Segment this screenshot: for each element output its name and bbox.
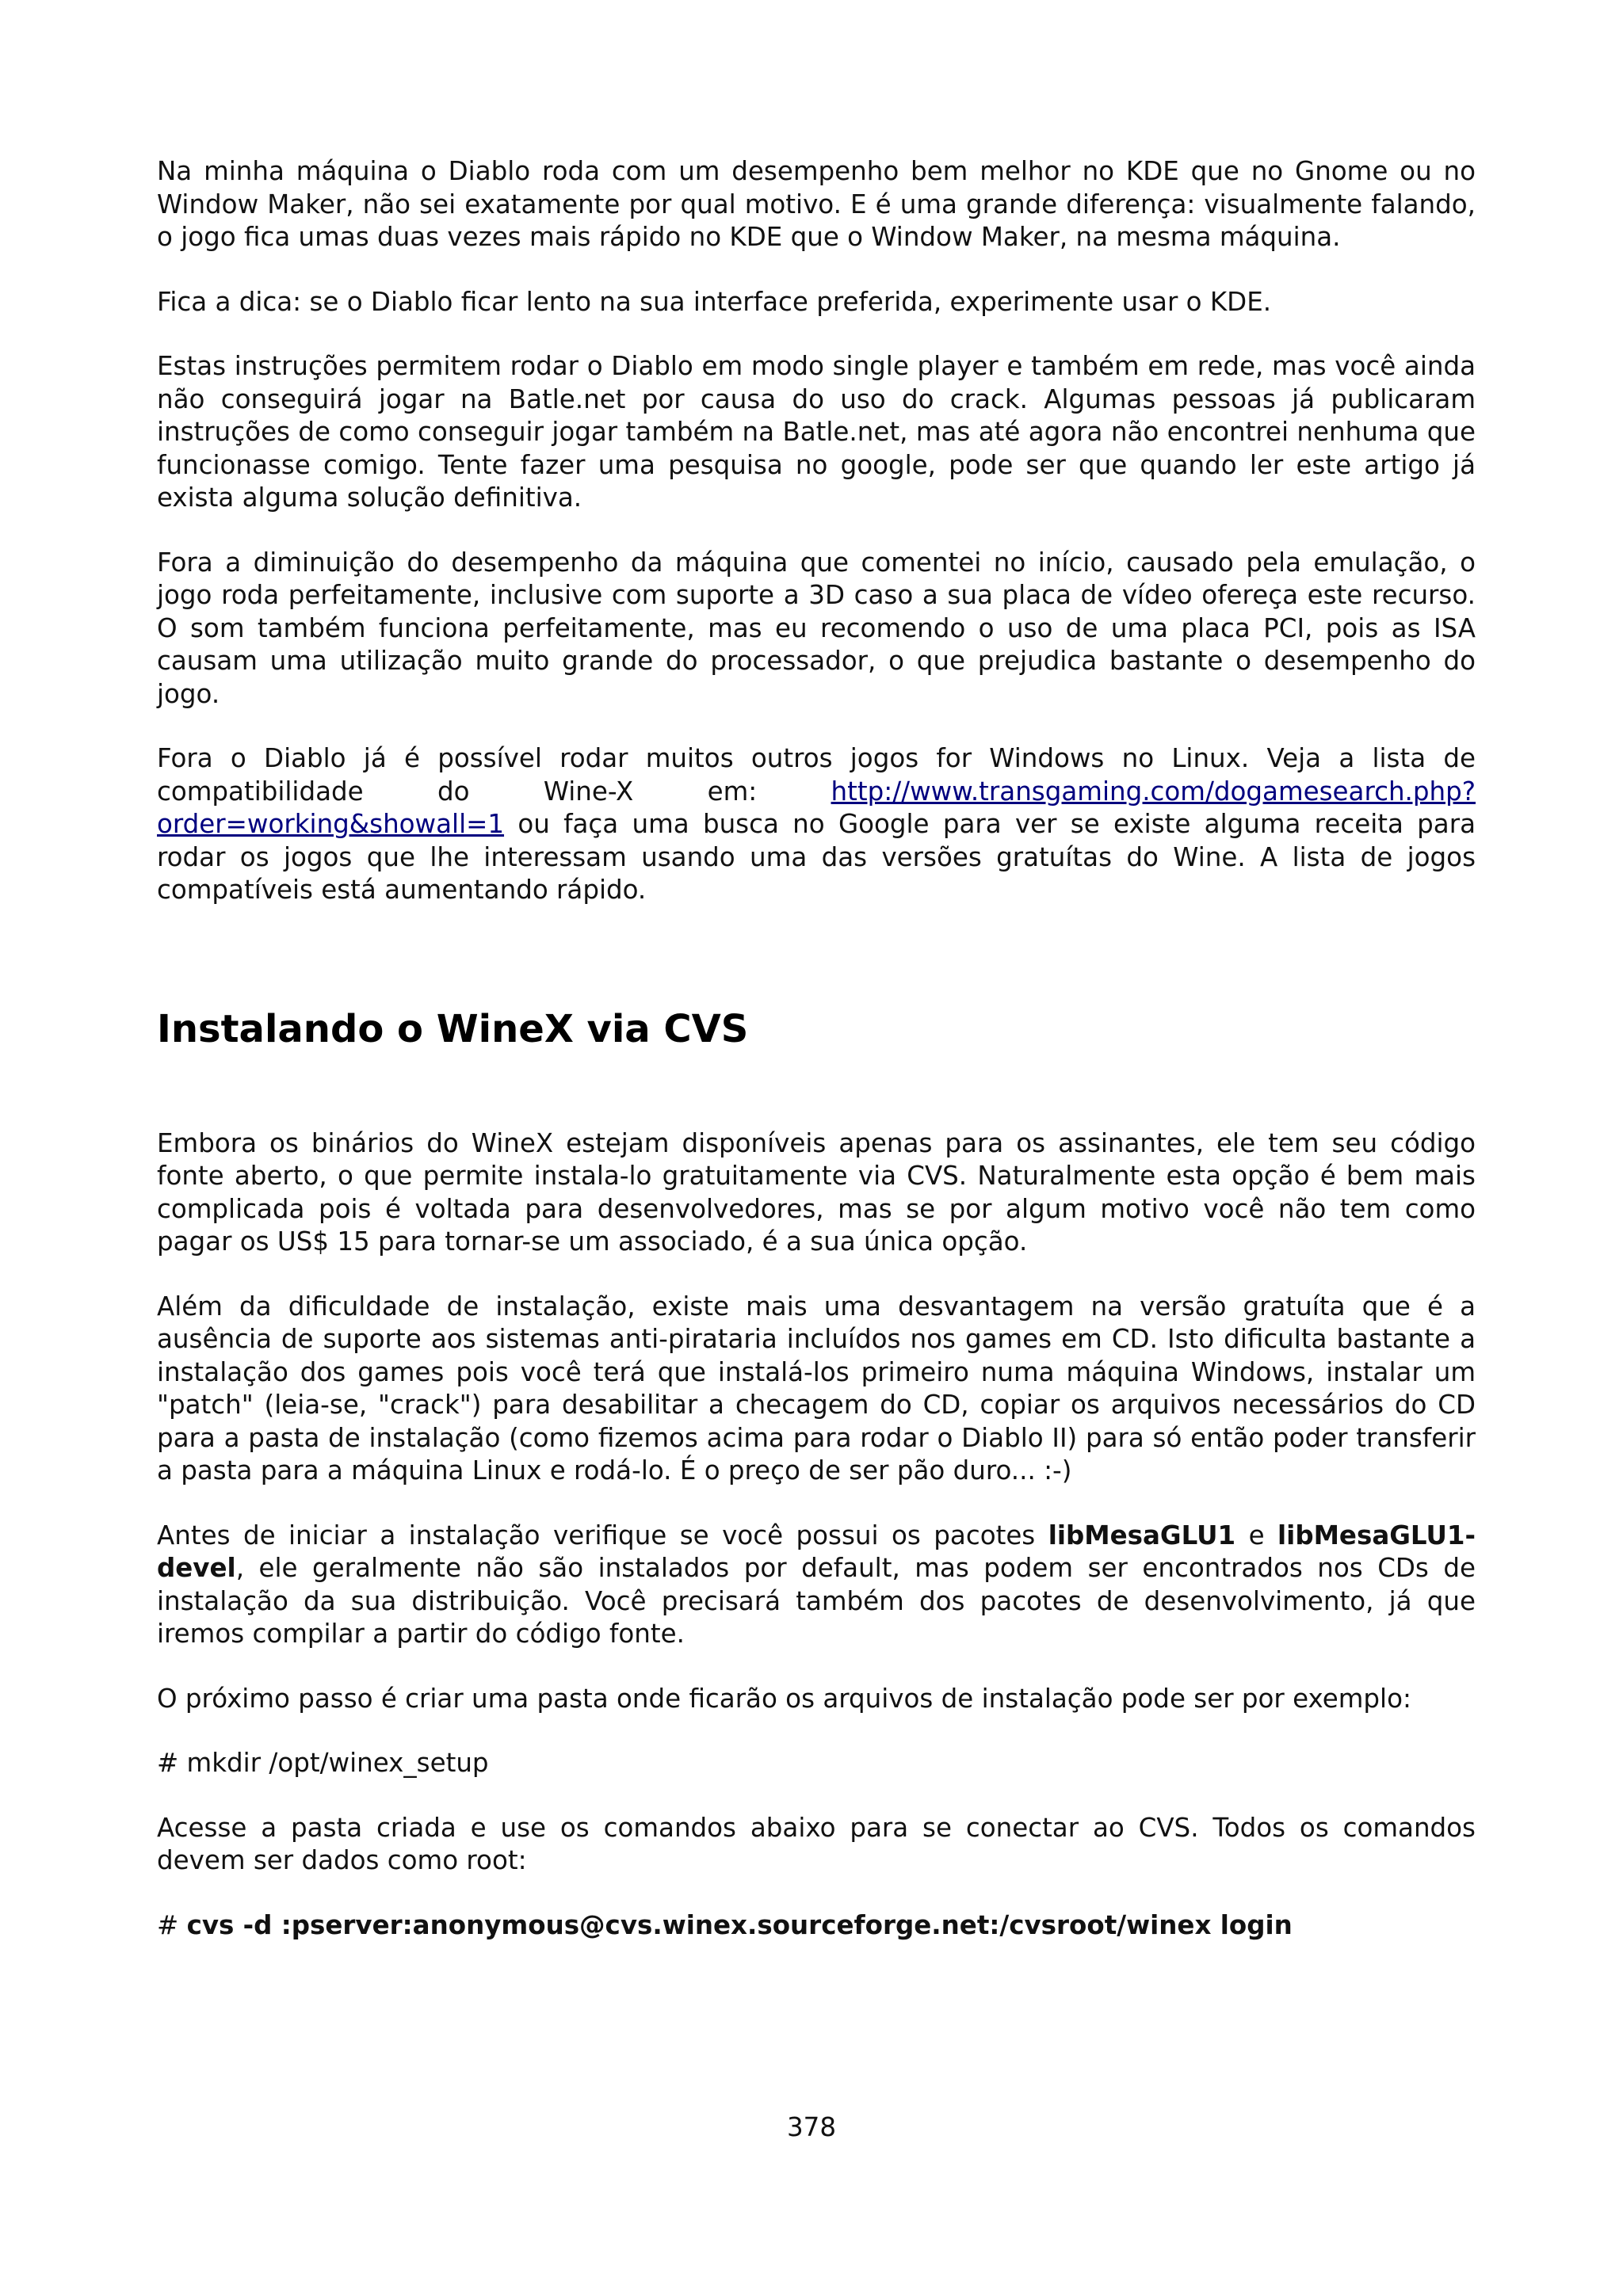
package-libmesaglu1-devel: libMesaGLU1-devel: [157, 1520, 1476, 1583]
page-number: 378: [786, 2112, 837, 2142]
package-libmesaglu1: libMesaGLU1: [1048, 1520, 1236, 1550]
command-cvs-login-text: cvs -d :pserver:anonymous@cvs.winex.sourceforge.net:/cvsroot/winex login: [186, 1909, 1293, 1940]
paragraph-source-code: Embora os binários do WineX estejam disponíveis apenas para os assinantes, ele tem seu código fonte aberto, o que permite instala-lo gratuitamente via CVS. Naturalmente esta opção é bem mais complicada pois é voltada para desenvolvedores, mas se por algum motivo você não tem como pagar os US$ 15 para tornar-se um associado, é a sua única opção.: [157, 1127, 1476, 1257]
command-cvs-login: [157, 1909, 1476, 1943]
packages-text-a: Antes de iniciar a instalação verifique se você possui os pacotes: [157, 1520, 1048, 1550]
command-prompt: #: [157, 1909, 187, 1940]
page-body: [157, 155, 1476, 1974]
paragraph-battlenet: Estas instruções permitem rodar o Diablo em modo single player e também em rede, mas você ainda não conseguirá jogar na Batle.net por causa do uso do crack. Algumas pessoas já publicaram instruções de como conseguir jogar também na Batle.net, mas até agora não encontrei nenhuma que funcionasse comigo. Tente fazer uma pesquisa no google, pode ser que quando ler este artigo já exista alguma solução definitiva.: [157, 351, 1476, 513]
paragraph-packages: [157, 1520, 1476, 1651]
paragraph-compatibility: [157, 742, 1476, 907]
paragraph-cvs-access: Acesse a pasta criada e use os comandos abaixo para se conectar ao CVS. Todos os comandos devem ser dados como root:: [157, 1812, 1476, 1875]
section-heading: Instalando o WineX via CVS: [157, 1006, 749, 1051]
paragraph-emulation-performance: Fora a diminuição do desempenho da máquina que comentei no início, causado pela emulação, o jogo roda perfeitamente, inclusive com suporte a 3D caso a sua placa de vídeo ofereça este recurso. O som também funciona perfeitamente, mas eu recomendo o uso de uma placa PCI, pois as ISA causam uma utilização muito grande do processador, o que prejudica bastante o desempenho do jogo.: [157, 547, 1476, 709]
paragraph-kde-performance: Na minha máquina o Diablo roda com um desempenho bem melhor no KDE que no Gnome ou no Window Maker, não sei exatamente por qual motivo. E é uma grande diferença: visualmente falando, o jogo fica umas duas vezes mais rápido no KDE que o Window Maker, na mesma máquina.: [157, 156, 1476, 252]
paragraph-next-step: O próximo passo é criar uma pasta onde ficarão os arquivos de instalação pode ser por exemplo:: [157, 1683, 1411, 1714]
packages-text-b: e: [1235, 1520, 1278, 1550]
compatibility-text-after: ou faça uma busca no Google para ver se existe alguma receita para rodar os jogos que lhe interessam usando uma das versões gratuítas do Wine. A lista de jogos compatíveis está aumentando rápido.: [157, 809, 1476, 905]
section-heading-wrap: [157, 1005, 1476, 1053]
command-mkdir: # mkdir /opt/winex_setup: [157, 1748, 489, 1778]
paragraph-tip: Fica a dica: se o Diablo ficar lento na sua interface preferida, experimente usar o KDE.: [157, 286, 1272, 317]
compatibility-text: Fora o Diablo já é possível rodar muitos outros jogos for Windows no Linux. Veja a lista de compatibilidade do Wine-X em:: [157, 743, 1476, 807]
transgaming-link[interactable]: http://www.transgaming.com/dogamesearch.php?order=working&showall=1: [157, 776, 1476, 839]
paragraph-anti-piracy: Além da dificuldade de instalação, existe mais uma desvantagem na versão gratuíta que é a ausência de suporte aos sistemas anti-pirataria incluídos nos games em CD. Isto dificulta bastante a instalação dos games pois você terá que instalá-los primeiro numa máquina Windows, instalar um "patch" (leia-se, "crack") para desabilitar a checagem do CD, copiar os arquivos necessários do CD para a pasta de instalação (como fizemos acima para rodar o Diablo II) para só então poder transferir a pasta para a máquina Linux e rodá-lo. É o preço de ser pão duro... :-): [157, 1291, 1476, 1486]
packages-text-c: , ele geralmente não são instalados por default, mas podem ser encontrados nos CDs de instalação da sua distribuição. Você precisará também dos pacotes de desenvolvimento, já que iremos compilar a partir do código fonte.: [157, 1553, 1476, 1649]
